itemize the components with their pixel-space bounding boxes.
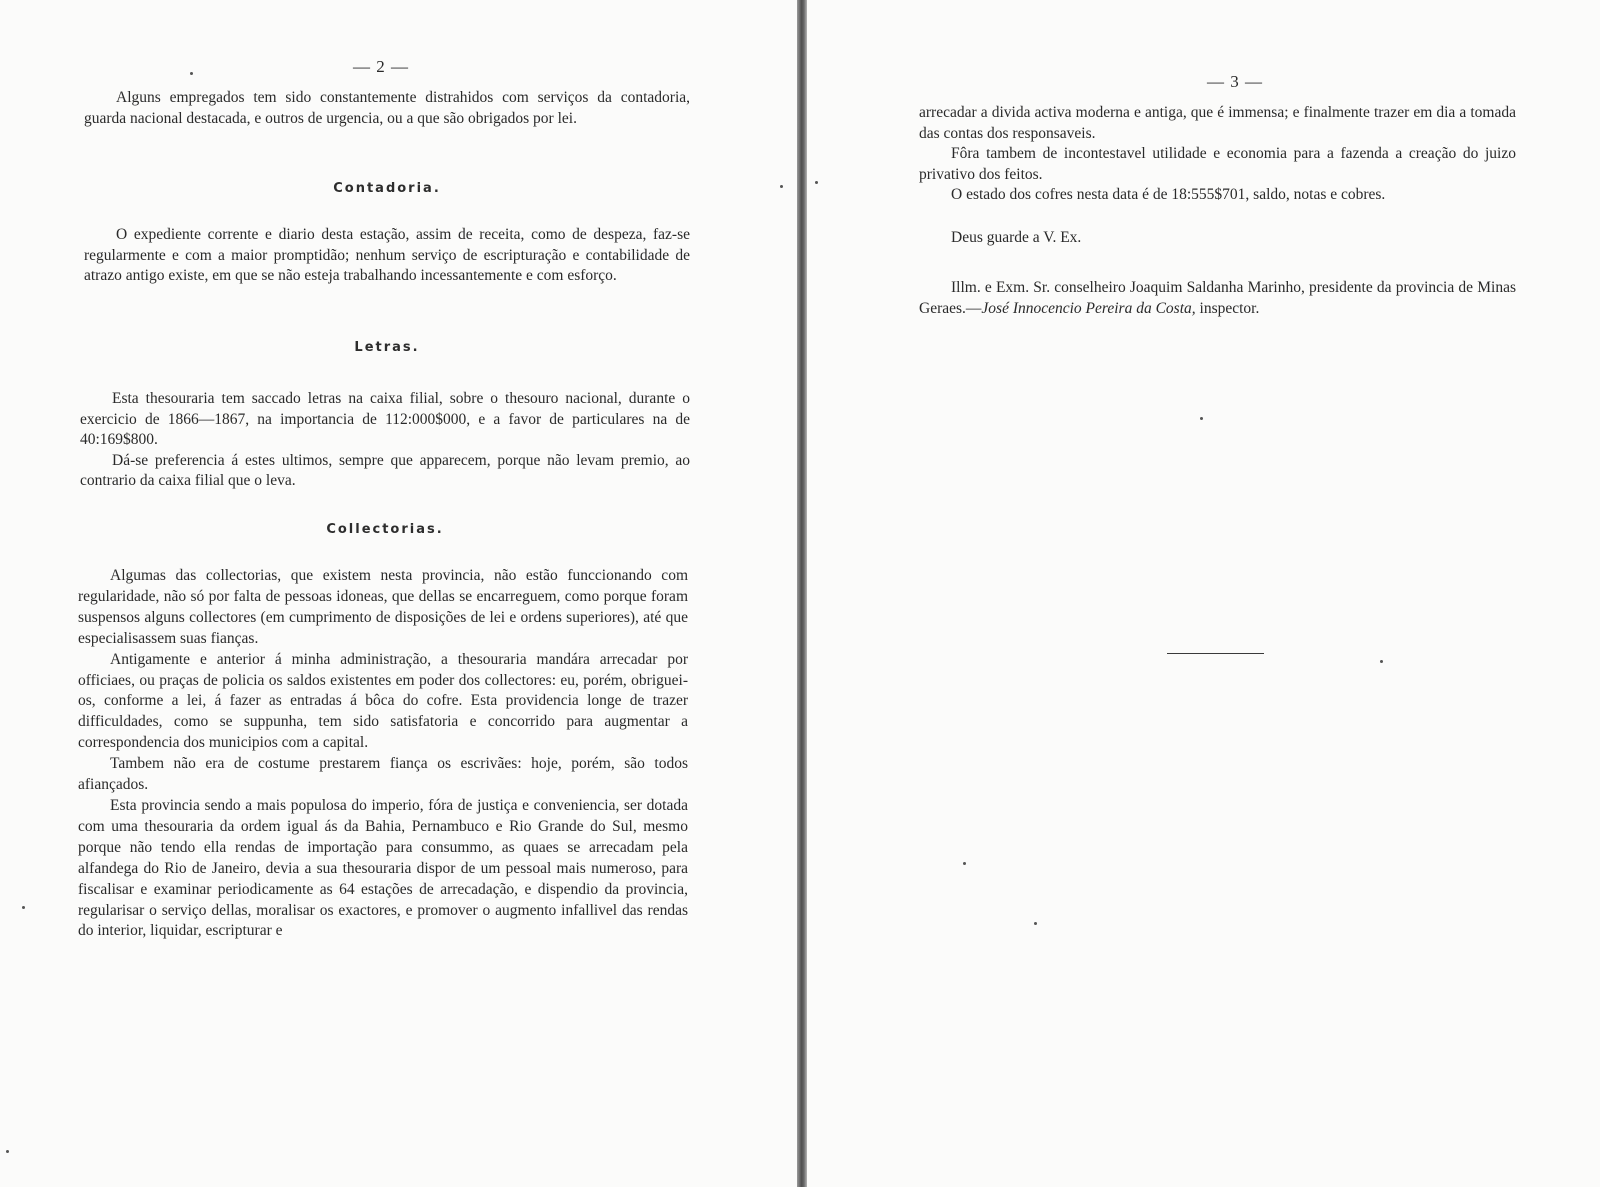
paragraph: Algumas das collectorias, que existem nesta provincia, não estão funccionando com regularidade, não só por falta de pessoas idoneas, que dellas se encarreguem, como porque foram suspensos alguns collectores (em cumprimento de disposições de lei e ordens superiores), até que especialisassem suas fianças.: [78, 567, 688, 647]
paragraph: Dá-se preferencia á estes ultimos, sempre que apparecem, porque não levam premio, ao contrario da caixa filial que o leva.: [80, 451, 690, 490]
intro-paragraph: [84, 88, 690, 129]
signature-name: José Innocencio Pereira da Costa,: [981, 299, 1196, 317]
page-number: — 2 —: [353, 57, 409, 76]
section-contadoria: [84, 225, 690, 287]
left-page: [0, 0, 797, 1187]
paragraph: [919, 278, 1516, 319]
paper-speck: [1200, 417, 1203, 420]
paper-speck: [190, 72, 193, 75]
paper-speck: [963, 862, 966, 865]
right-page: [807, 0, 1600, 1187]
closing-rule: [1167, 653, 1264, 654]
paper-speck: [815, 181, 818, 184]
paragraph: O expediente corrente e diario desta estação, assim de receita, como de despeza, faz-se regularmente e com a maior promptidão; nenhum serviço de escripturação e contabilidade de atrazo antigo existe, em que se não esteja trabalhando incessantemente e com esforço.: [84, 226, 690, 285]
signature-title: inspector.: [1195, 299, 1260, 317]
paper-speck: [1380, 660, 1383, 663]
paragraph: Tambem não era de costume prestarem fiança os escrivães: hoje, porém, são todos afiançados.: [78, 755, 688, 794]
paper-speck: [22, 906, 25, 909]
section-heading-contadoria: Contadoria.: [333, 181, 441, 196]
section-letras: [80, 389, 690, 492]
paragraph: Fôra tambem de incontestavel utilidade e economia para a fazenda a creação do juizo privativo dos feitos.: [919, 145, 1516, 183]
section-heading-letras: Letras.: [354, 340, 420, 355]
paragraph: O estado dos cofres nesta data é de 18:555$701, saldo, notas e cobres.: [951, 186, 1386, 204]
address-text: Illm. e Exm. Sr. conselheiro Joaquim Saldanha Marinho, presidente da provincia de Minas Geraes.—: [919, 279, 1516, 317]
page-number: — 3 —: [1207, 72, 1263, 91]
paper-speck: [1034, 922, 1037, 925]
book-gutter: [797, 0, 807, 1187]
paragraph: Alguns empregados tem sido constantemente distrahidos com serviços da contadoria, guarda nacional destacada, e outros de urgencia, ou a que são obrigados por lei.: [84, 89, 690, 127]
closing-line: Deus guarde a V. Ex.: [951, 229, 1082, 246]
section-heading-collectorias: Collectorias.: [326, 522, 444, 537]
paragraph: Esta thesouraria tem saccado letras na caixa filial, sobre o thesouro nacional, durante o exercicio de 1866—1867, na importancia de 112:000$000, e a favor de particulares na de 40:169$800.: [80, 390, 690, 449]
paper-speck: [6, 1150, 9, 1153]
paragraph: arrecadar a divida activa moderna e antiga, que é immensa; e finalmente trazer em dia a tomada das contas dos responsaveis.: [919, 104, 1516, 142]
paragraph: Antigamente e anterior á minha administração, a thesouraria mandára arrecadar por officiaes, ou praças de policia os saldos existentes em poder dos collectores: eu, porém, obriguei-os, conforme a lei, á fazer as entradas á bôca do cofre. Esta providencia longe de trazer difficuldades, como se suppunha, tem sido satisfatoria e concorrido para augmentar a correspondencia dos municipios com a capital.: [78, 650, 688, 752]
paragraph: Esta provincia sendo a mais populosa do imperio, fóra de justiça e conveniencia, ser dotada com uma thesouraria da ordem igual ás da Bahia, Pernambuco e Rio Grande do Sul, mesmo porque não tendo ella rendas de importação para consummo, as quaes se arrecadam pela alfandega do Rio de Janeiro, devia a sua thesouraria dispor de um pessoal mais numeroso, para fiscalisar e examinar periodicamente as 64 estações de arrecadação, e dispendio da provincia, regularisar o serviço dellas, moralisar os exactores, e promover o augmento infallivel das rendas do interior, liquidar, escripturar e: [78, 796, 688, 940]
paper-speck: [780, 185, 783, 188]
continued-text: [919, 103, 1516, 206]
address-block: [919, 278, 1516, 319]
section-collectorias: [78, 566, 688, 942]
